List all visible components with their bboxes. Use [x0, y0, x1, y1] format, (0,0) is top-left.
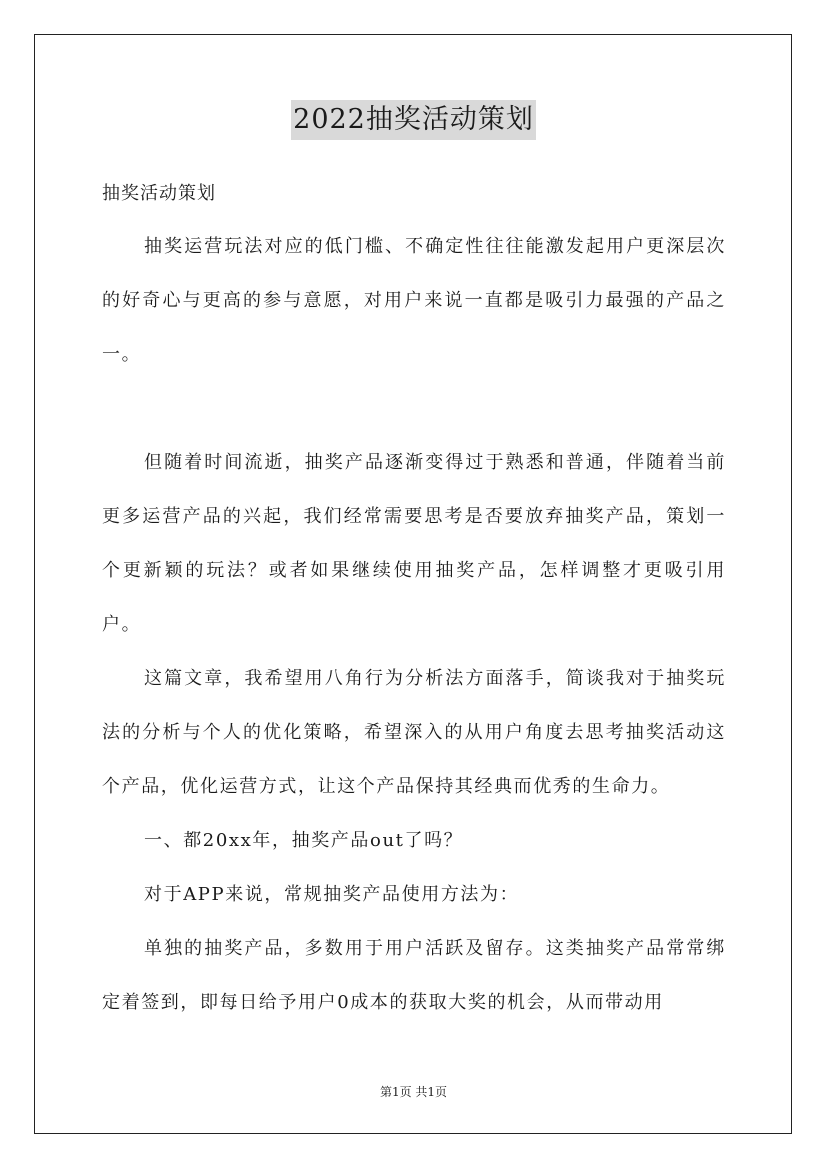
- paragraph-4: 对于APP来说，常规抽奖产品使用方法为：: [144, 884, 520, 905]
- document-subtitle: 抽奖活动策划: [102, 183, 216, 204]
- document-title: [0, 100, 827, 140]
- paragraph-1: 抽奖运营玩法对应的低门槛、不确定性往往能激发起用户更深层次的好奇心与更高的参与意愿，对用户来说一直都是吸引力最强的产品之一。: [102, 236, 726, 365]
- document-title-text: 2022抽奖活动策划: [291, 100, 536, 140]
- section-heading-1: 一、都20xx年，抽奖产品out了吗？: [144, 830, 464, 851]
- paragraph-5: 单独的抽奖产品，多数用于用户活跃及留存。这类抽奖产品常常绑定着签到，即每日给予用户0成本的获取大奖的机会，从而带动用: [102, 938, 726, 1013]
- paragraph-3: 这篇文章，我希望用八角行为分析法方面落手，简谈我对于抽奖玩法的分析与个人的优化策略，希望深入的从用户角度去思考抽奖活动这个产品，优化运营方式，让这个产品保持其经典而优秀的生命力。: [102, 668, 726, 797]
- paragraph-2: 但随着时间流逝，抽奖产品逐渐变得过于熟悉和普通，伴随着当前更多运营产品的兴起，我们经常需要思考是否要放弃抽奖产品，策划一个更新颖的玩法？或者如果继续使用抽奖产品，怎样调整才更吸引用户。: [102, 452, 726, 635]
- page-footer: 第1页 共1页: [379, 1085, 448, 1099]
